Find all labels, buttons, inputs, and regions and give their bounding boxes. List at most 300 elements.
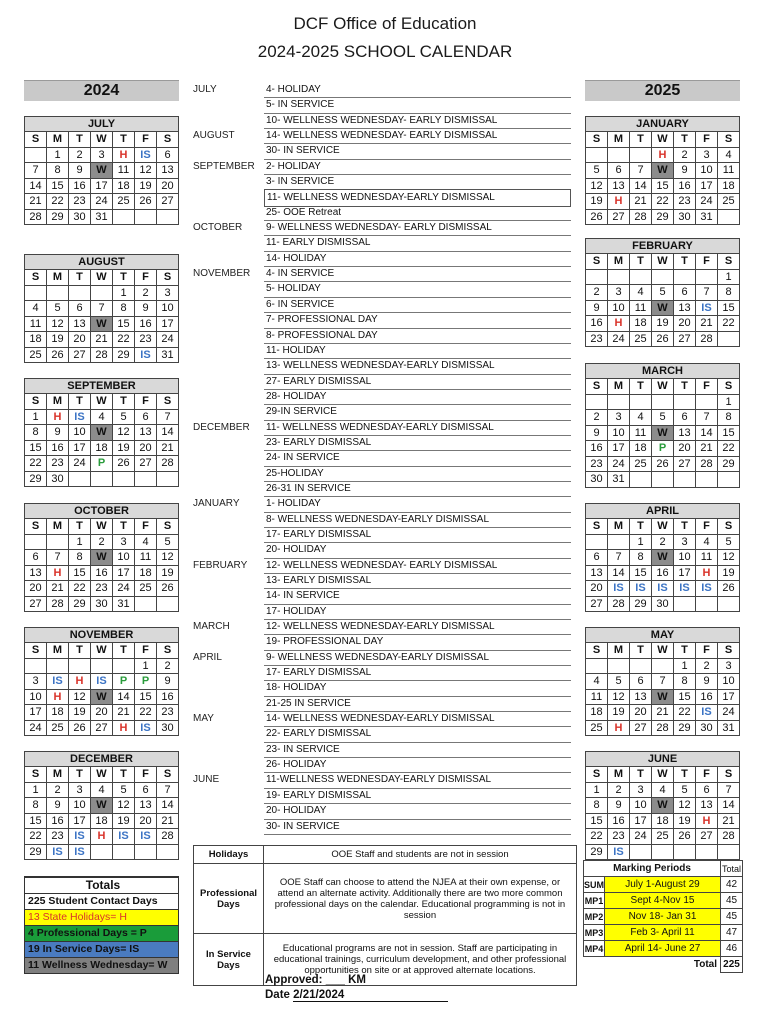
day-cell: 18: [47, 705, 69, 721]
day-cell: 27: [157, 194, 179, 210]
day-cell: 21: [25, 194, 47, 210]
empty-day-cell: [25, 285, 47, 301]
day-name: T: [674, 519, 696, 535]
marking-period-total: 47: [721, 925, 743, 941]
event-text: 20- HOLIDAY: [264, 803, 571, 819]
day-cell: 6: [674, 410, 696, 426]
day-cell: 24: [113, 581, 135, 597]
day-cell: 3: [69, 782, 91, 798]
day-cell: 5: [47, 301, 69, 317]
empty-day-cell: [113, 209, 135, 225]
day-cell: 12: [586, 178, 608, 194]
day-cell: 7: [630, 163, 652, 179]
date-value: 2/21/2024: [293, 989, 448, 1002]
totals-table: [24, 876, 179, 974]
event-text: 17- EARLY DISMISSAL: [264, 527, 571, 543]
event-text: 1- HOLIDAY: [264, 496, 571, 512]
day-cell: 10: [630, 798, 652, 814]
day-cell: P: [113, 674, 135, 690]
day-cell: 22: [135, 705, 157, 721]
day-cell: 11: [630, 300, 652, 316]
day-cell: 4: [652, 782, 674, 798]
day-cell: 1: [135, 658, 157, 674]
calendar-august: [24, 254, 179, 363]
marking-total-header: Total: [721, 861, 743, 877]
event-row: [193, 742, 571, 757]
day-name: S: [718, 254, 740, 270]
marking-periods-table: [583, 860, 743, 973]
day-cell: 2: [608, 782, 630, 798]
event-row: [193, 220, 571, 235]
day-name: T: [630, 254, 652, 270]
day-cell: 3: [113, 534, 135, 550]
event-text: 14- IN SERVICE: [264, 588, 571, 604]
event-text: 17- EARLY DISMISSAL: [264, 665, 571, 681]
event-row: [193, 174, 571, 189]
marking-period-range: April 14- June 27: [605, 941, 721, 957]
day-cell: 1: [630, 534, 652, 550]
empty-day-cell: [157, 596, 179, 612]
day-cell: 24: [608, 331, 630, 347]
event-month: FEBRUARY: [193, 559, 248, 571]
day-cell: 25: [630, 456, 652, 472]
day-cell: H: [608, 194, 630, 210]
event-month: JUNE: [193, 774, 220, 786]
day-cell: 28: [718, 829, 740, 845]
day-cell: 20: [586, 581, 608, 597]
day-cell: 26: [157, 581, 179, 597]
event-row: [193, 312, 571, 327]
marking-period-range: Feb 3- April 11: [605, 925, 721, 941]
marking-period-total: 45: [721, 909, 743, 925]
day-cell: 27: [674, 456, 696, 472]
event-month: OCTOBER: [193, 222, 243, 234]
day-cell: 17: [69, 440, 91, 456]
empty-day-cell: [652, 472, 674, 488]
day-cell: IS: [69, 409, 91, 425]
day-cell: 18: [586, 705, 608, 721]
day-cell: H: [608, 720, 630, 736]
event-row: [193, 205, 571, 220]
empty-day-cell: [696, 472, 718, 488]
day-cell: 16: [586, 316, 608, 332]
month-name: JUNE: [586, 752, 740, 767]
day-name: S: [25, 767, 47, 783]
event-row: [193, 189, 571, 204]
day-cell: 20: [135, 813, 157, 829]
event-text: 17- HOLIDAY: [264, 604, 571, 620]
day-cell: 25: [586, 720, 608, 736]
day-cell: 24: [718, 705, 740, 721]
day-cell: H: [696, 565, 718, 581]
legend-professional-label: Professional Days: [194, 864, 264, 934]
day-cell: 13: [674, 425, 696, 441]
day-cell: 8: [25, 425, 47, 441]
day-cell: IS: [696, 581, 718, 597]
day-name: S: [25, 643, 47, 659]
day-cell: 5: [113, 782, 135, 798]
day-name: M: [608, 643, 630, 659]
day-cell: 4: [630, 285, 652, 301]
day-name: S: [718, 379, 740, 395]
event-row: [193, 542, 571, 557]
day-cell: 11: [135, 550, 157, 566]
day-cell: 9: [47, 798, 69, 814]
day-cell: 2: [91, 534, 113, 550]
event-month: JULY: [193, 84, 217, 95]
day-cell: 21: [47, 581, 69, 597]
day-cell: 15: [47, 178, 69, 194]
day-cell: 10: [608, 425, 630, 441]
empty-day-cell: [718, 472, 740, 488]
day-cell: 9: [674, 163, 696, 179]
day-cell: 11: [586, 689, 608, 705]
day-cell: 18: [135, 565, 157, 581]
day-cell: 17: [69, 813, 91, 829]
day-cell: 3: [25, 674, 47, 690]
day-cell: IS: [47, 674, 69, 690]
day-cell: 8: [25, 798, 47, 814]
event-row: [193, 266, 571, 281]
marking-period-range: July 1-August 29: [605, 877, 721, 893]
day-cell: 9: [586, 300, 608, 316]
day-cell: H: [113, 720, 135, 736]
day-cell: 14: [157, 798, 179, 814]
day-cell: 5: [674, 782, 696, 798]
day-cell: 28: [652, 720, 674, 736]
day-cell: 16: [47, 813, 69, 829]
day-cell: 26: [69, 720, 91, 736]
day-cell: 16: [696, 689, 718, 705]
day-cell: IS: [674, 581, 696, 597]
day-name: S: [157, 643, 179, 659]
day-name: S: [586, 767, 608, 783]
day-cell: 23: [586, 331, 608, 347]
day-name: F: [696, 767, 718, 783]
day-cell: 27: [674, 331, 696, 347]
day-name: S: [586, 519, 608, 535]
day-cell: IS: [135, 147, 157, 163]
day-cell: 14: [630, 178, 652, 194]
day-cell: IS: [608, 844, 630, 860]
day-cell: 10: [69, 425, 91, 441]
day-cell: 29: [25, 471, 47, 487]
day-cell: 9: [586, 425, 608, 441]
event-row: [193, 128, 571, 143]
empty-day-cell: [608, 394, 630, 410]
day-cell: 21: [157, 440, 179, 456]
legend-inservice-label: In Service Days: [194, 934, 264, 986]
event-row: [193, 235, 571, 250]
day-cell: 7: [91, 301, 113, 317]
day-cell: 19: [586, 194, 608, 210]
day-cell: 6: [608, 163, 630, 179]
event-row: [193, 757, 571, 772]
event-text: 3- IN SERVICE: [264, 174, 571, 190]
day-name: F: [696, 519, 718, 535]
day-name: T: [630, 132, 652, 148]
marking-period-code: MP2: [584, 909, 605, 925]
event-row: [193, 343, 571, 358]
day-cell: 24: [157, 332, 179, 348]
day-cell: 7: [47, 550, 69, 566]
empty-day-cell: [608, 658, 630, 674]
calendar-october: [24, 503, 179, 612]
empty-day-cell: [586, 534, 608, 550]
marking-period-code: MP1: [584, 893, 605, 909]
event-month: AUGUST: [193, 130, 235, 142]
empty-day-cell: [113, 658, 135, 674]
day-cell: 12: [113, 798, 135, 814]
day-name: F: [696, 132, 718, 148]
month-name: SEPTEMBER: [25, 379, 179, 394]
day-cell: 1: [718, 394, 740, 410]
day-cell: 30: [586, 472, 608, 488]
day-cell: 12: [69, 689, 91, 705]
day-cell: 9: [696, 674, 718, 690]
day-name: S: [718, 132, 740, 148]
calendar-february: [585, 238, 740, 347]
day-cell: 24: [25, 720, 47, 736]
day-cell: 25: [47, 720, 69, 736]
day-cell: W: [91, 425, 113, 441]
day-name: F: [135, 270, 157, 286]
day-cell: 3: [674, 534, 696, 550]
day-cell: 4: [25, 301, 47, 317]
day-cell: 8: [113, 301, 135, 317]
day-cell: 7: [157, 409, 179, 425]
day-cell: 7: [718, 782, 740, 798]
day-name: T: [630, 643, 652, 659]
day-cell: 6: [69, 301, 91, 317]
event-text: 29-IN SERVICE: [264, 404, 571, 420]
day-cell: 18: [718, 178, 740, 194]
month-name: MARCH: [586, 364, 740, 379]
empty-day-cell: [696, 394, 718, 410]
day-name: W: [91, 394, 113, 410]
day-cell: 16: [608, 813, 630, 829]
day-cell: W: [91, 550, 113, 566]
day-cell: 6: [135, 409, 157, 425]
day-cell: 6: [674, 285, 696, 301]
event-month: MAY: [193, 713, 214, 725]
empty-day-cell: [718, 331, 740, 347]
day-name: T: [630, 519, 652, 535]
legend-inservice-text: Educational programs are not in session. Staff are participating in educational trainings, curriculum development, and other professional opportunities on site or at approved alternate locations.: [264, 934, 577, 986]
empty-day-cell: [630, 658, 652, 674]
day-cell: 3: [696, 147, 718, 163]
day-cell: 12: [135, 163, 157, 179]
day-name: T: [113, 767, 135, 783]
day-cell: 31: [718, 720, 740, 736]
day-name: S: [586, 254, 608, 270]
month-name: AUGUST: [25, 255, 179, 270]
empty-day-cell: [157, 844, 179, 860]
day-cell: 2: [652, 534, 674, 550]
day-cell: 30: [652, 596, 674, 612]
day-cell: 22: [652, 194, 674, 210]
day-cell: 24: [608, 456, 630, 472]
day-cell: 29: [69, 596, 91, 612]
event-month: DECEMBER: [193, 421, 250, 433]
event-row: [193, 496, 571, 511]
day-cell: 23: [157, 705, 179, 721]
day-cell: 10: [674, 550, 696, 566]
day-cell: 17: [25, 705, 47, 721]
day-cell: H: [113, 147, 135, 163]
day-cell: 4: [586, 674, 608, 690]
event-row: [193, 435, 571, 450]
empty-day-cell: [630, 147, 652, 163]
day-cell: 18: [630, 441, 652, 457]
day-cell: 29: [25, 844, 47, 860]
day-cell: 9: [135, 301, 157, 317]
day-cell: 25: [630, 331, 652, 347]
day-name: W: [91, 767, 113, 783]
day-cell: 13: [135, 798, 157, 814]
day-name: F: [696, 643, 718, 659]
empty-day-cell: [652, 658, 674, 674]
marking-period-total: 46: [721, 941, 743, 957]
event-row: [193, 281, 571, 296]
event-text: 18- HOLIDAY: [264, 680, 571, 696]
day-cell: 17: [674, 565, 696, 581]
day-cell: 3: [91, 147, 113, 163]
empty-day-cell: [586, 658, 608, 674]
empty-day-cell: [674, 394, 696, 410]
marking-period-code: MP3: [584, 925, 605, 941]
day-name: S: [718, 767, 740, 783]
day-cell: 7: [652, 674, 674, 690]
empty-day-cell: [696, 844, 718, 860]
day-cell: 15: [113, 316, 135, 332]
day-cell: 16: [135, 316, 157, 332]
day-cell: 8: [718, 285, 740, 301]
day-cell: 11: [696, 550, 718, 566]
day-cell: 29: [47, 209, 69, 225]
event-text: 9- WELLNESS WEDNESDAY-EARLY DISMISSAL: [264, 650, 571, 666]
day-cell: W: [91, 316, 113, 332]
day-cell: 26: [652, 331, 674, 347]
day-cell: 3: [718, 658, 740, 674]
day-cell: 2: [674, 147, 696, 163]
day-cell: 13: [630, 689, 652, 705]
day-cell: 19: [69, 705, 91, 721]
date-label: Date: [265, 989, 290, 1001]
day-cell: 30: [157, 720, 179, 736]
day-cell: 9: [608, 798, 630, 814]
day-cell: 27: [696, 829, 718, 845]
day-cell: 28: [47, 596, 69, 612]
day-name: T: [630, 767, 652, 783]
day-cell: 4: [718, 147, 740, 163]
day-cell: 24: [69, 456, 91, 472]
day-cell: 1: [69, 534, 91, 550]
empty-day-cell: [69, 285, 91, 301]
day-cell: 13: [608, 178, 630, 194]
day-cell: 12: [718, 550, 740, 566]
day-cell: H: [696, 813, 718, 829]
totals-contact-days: 225 Student Contact Days: [25, 893, 179, 909]
day-cell: H: [608, 316, 630, 332]
day-cell: 23: [91, 581, 113, 597]
day-cell: 21: [91, 332, 113, 348]
calendar-march: [585, 363, 740, 488]
day-cell: H: [47, 565, 69, 581]
day-cell: 19: [652, 316, 674, 332]
day-cell: W: [652, 798, 674, 814]
event-text: 28- HOLIDAY: [264, 389, 571, 405]
empty-day-cell: [47, 658, 69, 674]
event-row: [193, 558, 571, 573]
event-row: [193, 573, 571, 588]
empty-day-cell: [91, 844, 113, 860]
event-text: 19- PROFESSIONAL DAY: [264, 634, 571, 650]
event-text: 21-25 IN SERVICE: [264, 696, 571, 712]
day-cell: 22: [674, 705, 696, 721]
event-row: [193, 650, 571, 665]
empty-day-cell: [674, 269, 696, 285]
day-cell: 19: [47, 332, 69, 348]
day-cell: 18: [652, 813, 674, 829]
day-cell: P: [652, 441, 674, 457]
day-name: T: [113, 132, 135, 148]
event-text: 11- WELLNESS WEDNESDAY-EARLY DISMISSAL: [264, 189, 571, 206]
day-name: T: [674, 643, 696, 659]
empty-day-cell: [586, 147, 608, 163]
day-cell: 21: [630, 194, 652, 210]
marking-period-range: Nov 18- Jan 31: [605, 909, 721, 925]
day-cell: 13: [157, 163, 179, 179]
day-cell: 31: [608, 472, 630, 488]
day-cell: 11: [718, 163, 740, 179]
event-text: 24- IN SERVICE: [264, 450, 571, 466]
day-cell: 27: [135, 456, 157, 472]
day-cell: 9: [157, 674, 179, 690]
day-cell: 30: [47, 471, 69, 487]
calendar-june: [585, 751, 740, 860]
day-cell: 19: [113, 440, 135, 456]
calendar-july: [24, 116, 179, 225]
event-row: [193, 527, 571, 542]
day-cell: 6: [696, 782, 718, 798]
day-cell: 21: [113, 705, 135, 721]
day-cell: 20: [674, 441, 696, 457]
document-subtitle: 2024-2025 SCHOOL CALENDAR: [257, 42, 513, 61]
approved-line: Approved: ___ KM: [265, 974, 366, 986]
day-cell: 10: [113, 550, 135, 566]
day-name: M: [608, 519, 630, 535]
year-2025-header: 2025: [585, 80, 740, 101]
day-cell: IS: [113, 829, 135, 845]
day-name: F: [696, 254, 718, 270]
day-cell: 12: [113, 425, 135, 441]
day-cell: 7: [157, 782, 179, 798]
day-name: T: [69, 767, 91, 783]
month-name: APRIL: [586, 504, 740, 519]
day-cell: 21: [718, 813, 740, 829]
document-title: DCF Office of Education: [293, 14, 477, 33]
day-cell: 15: [630, 565, 652, 581]
event-text: 8- WELLNESS WEDNESDAY-EARLY DISMISSAL: [264, 512, 571, 528]
day-cell: 14: [718, 798, 740, 814]
event-row: [193, 619, 571, 634]
day-name: T: [113, 643, 135, 659]
day-name: S: [25, 270, 47, 286]
day-cell: 27: [91, 720, 113, 736]
day-cell: 30: [69, 209, 91, 225]
day-cell: 1: [113, 285, 135, 301]
